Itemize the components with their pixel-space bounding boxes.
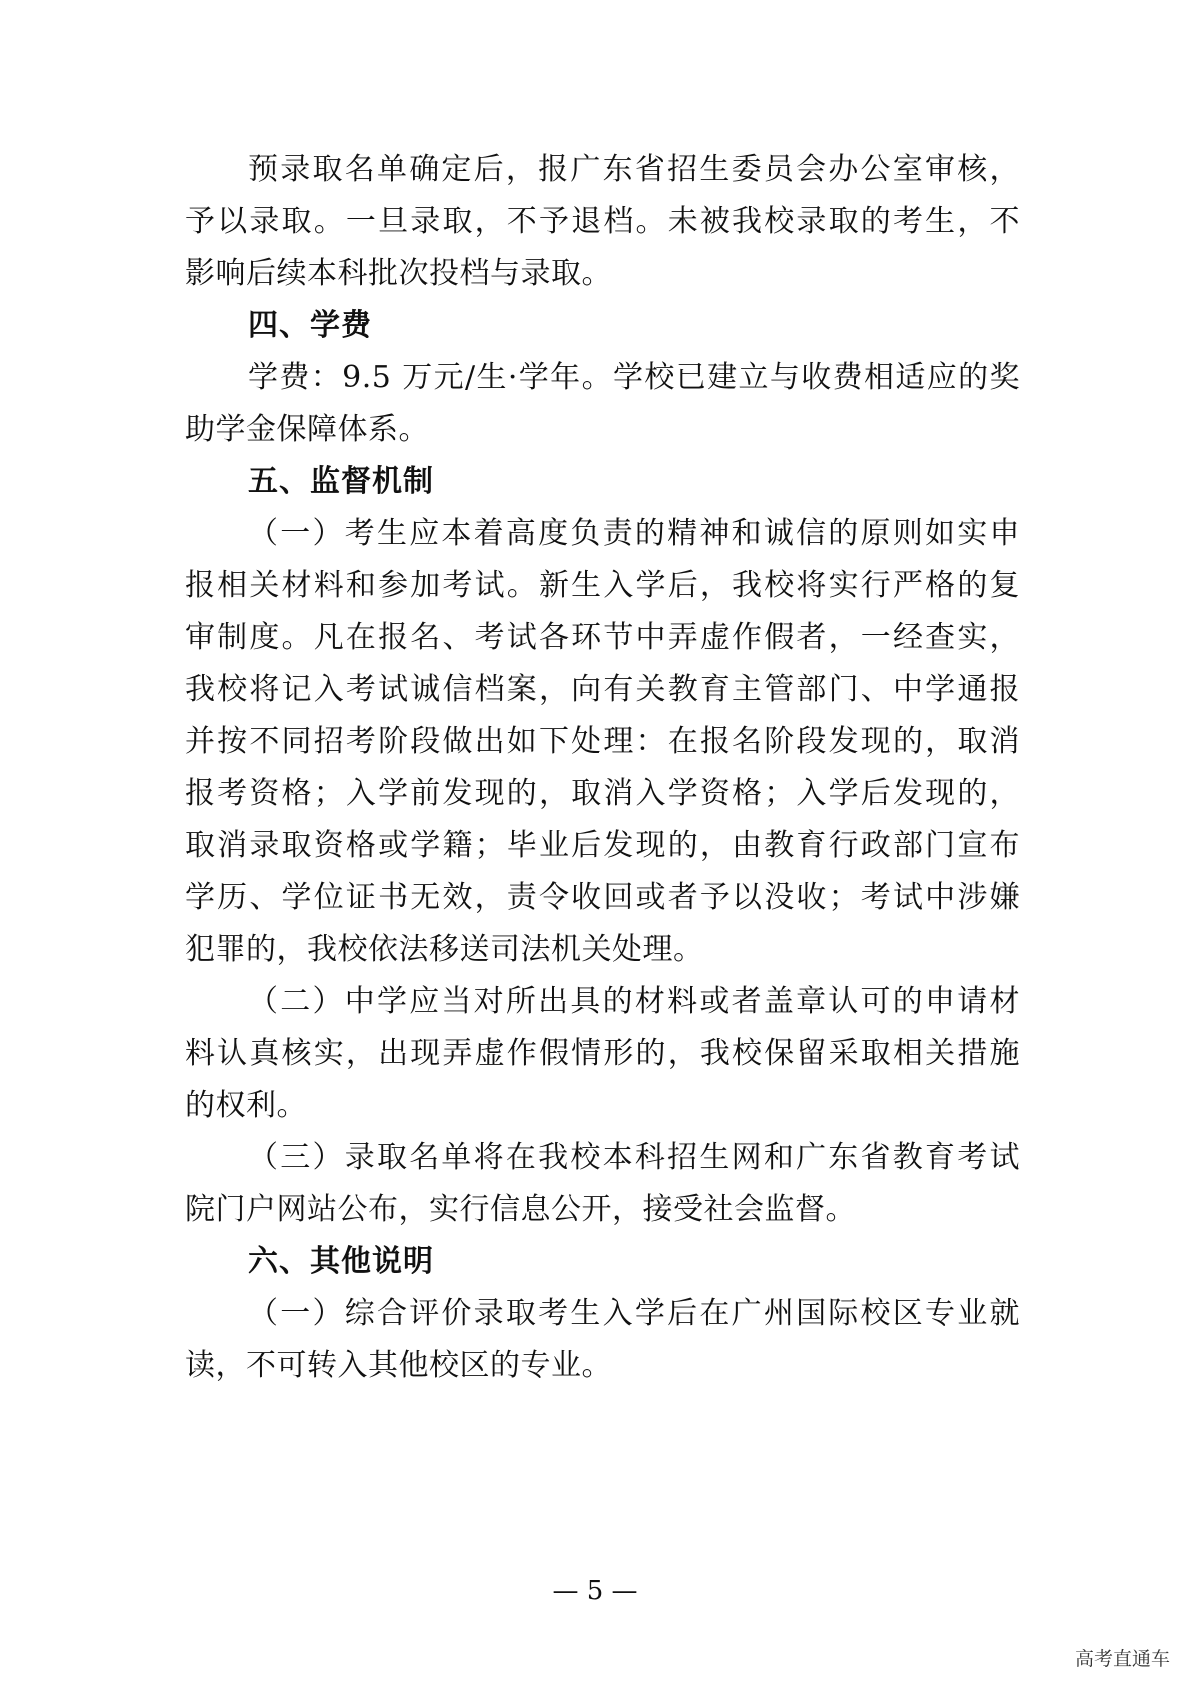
text-line: 影响后续本科批次投档与录取。: [185, 256, 612, 291]
text-line: 学历、学位证书无效，责令收回或者予以没收；考试中涉嫌: [185, 880, 1020, 915]
watermark-text: 高考直通车: [1074, 1648, 1170, 1670]
text-line: 学费：9.5 万元/生·学年。学校已建立与收费相适应的奖: [248, 360, 1020, 395]
text-line: （二）中学应当对所出具的材料或者盖章认可的申请材: [248, 984, 1020, 1019]
text-line: 取消录取资格或学籍；毕业后发现的，由教育行政部门宣布: [185, 828, 1020, 863]
section-heading-tuition: 四、学费: [248, 308, 372, 343]
text-line: 读，不可转入其他校区的专业。: [185, 1348, 612, 1383]
text-line: （一）综合评价录取考生入学后在广州国际校区专业就: [248, 1296, 1020, 1331]
text-line: 我校将记入考试诚信档案，向有关教育主管部门、中学通报: [185, 672, 1020, 707]
text-line: 报考资格；入学前发现的，取消入学资格；入学后发现的，: [185, 776, 1020, 811]
text-line: 犯罪的，我校依法移送司法机关处理。: [185, 932, 704, 967]
text-line: 审制度。凡在报名、考试各环节中弄虚作假者，一经查实，: [185, 620, 1020, 655]
text-line: 预录取名单确定后，报广东省招生委员会办公室审核，: [248, 152, 1020, 187]
text-line: 并按不同招考阶段做出如下处理：在报名阶段发现的，取消: [185, 724, 1020, 759]
text-line: （三）录取名单将在我校本科招生网和广东省教育考试: [248, 1140, 1020, 1175]
section-heading-supervision: 五、监督机制: [248, 464, 434, 499]
text-line: （一）考生应本着高度负责的精神和诚信的原则如实申: [248, 516, 1020, 551]
text-line: 予以录取。一旦录取，不予退档。未被我校录取的考生，不: [185, 204, 1020, 239]
text-line: 助学金保障体系。: [185, 412, 429, 447]
section-heading-other: 六、其他说明: [248, 1244, 434, 1279]
text-line: 料认真核实，出现弄虚作假情形的，我校保留采取相关措施: [185, 1036, 1020, 1071]
text-line: 院门户网站公布，实行信息公开，接受社会监督。: [185, 1192, 856, 1227]
page-number: — 5 —: [552, 1576, 638, 1606]
text-line: 报相关材料和参加考试。新生入学后，我校将实行严格的复: [185, 568, 1020, 603]
text-line: 的权利。: [185, 1088, 307, 1123]
